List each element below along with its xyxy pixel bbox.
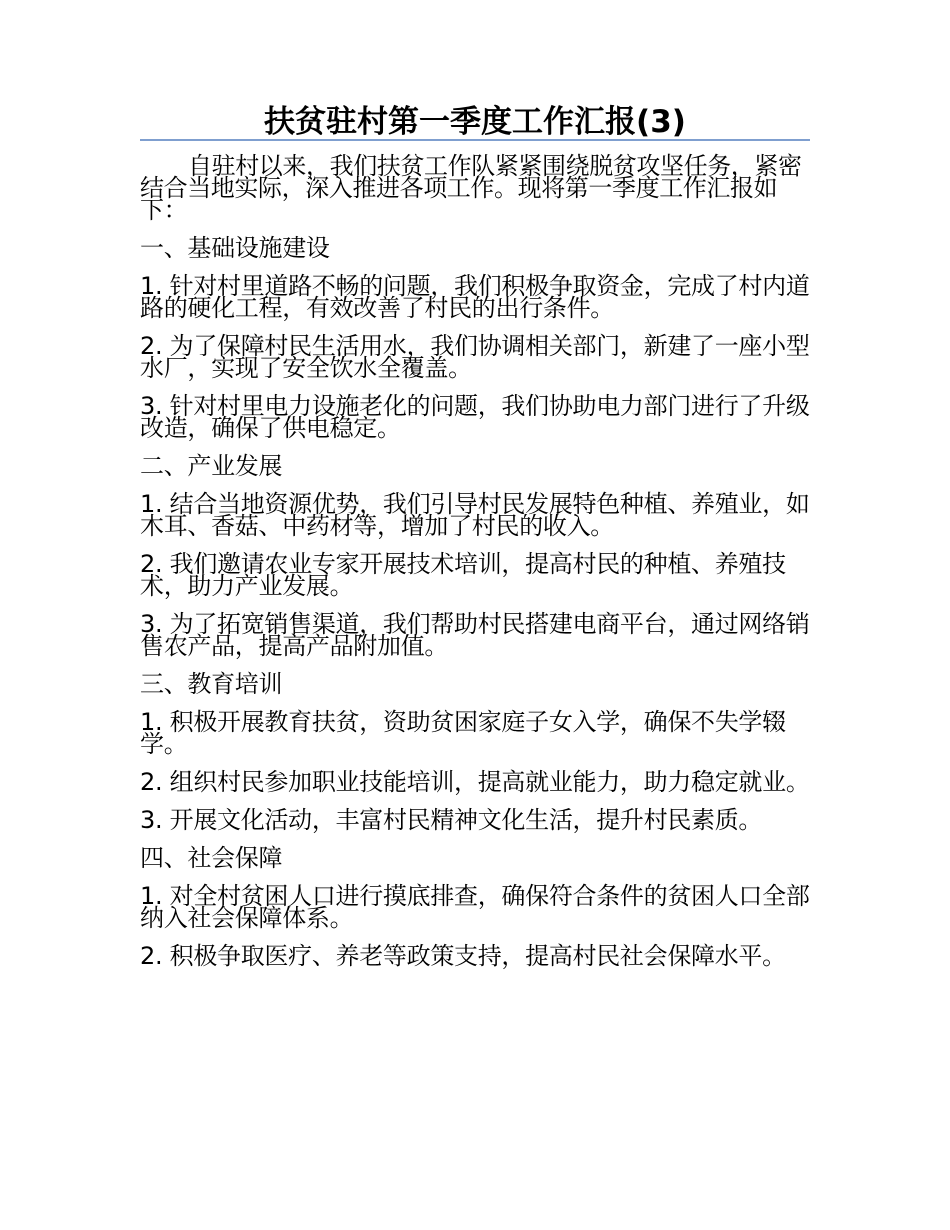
- list-item: 3. 开展文化活动，丰富村民精神文化生活，提升村民素质。: [140, 806, 763, 834]
- list-item: 1. 对全村贫困人口进行摸底排查，确保符合条件的贫困人口全部纳入社会保障体系。: [140, 882, 810, 932]
- document-title: 扶贫驻村第一季度工作汇报(3): [264, 104, 686, 140]
- list-item: 3. 为了拓宽销售渠道，我们帮助村民搭建电商平台，通过网络销售农产品，提高产品附加值。: [140, 610, 810, 660]
- title-underline: [140, 139, 810, 141]
- document-body: [140, 152, 810, 970]
- list-item: 1. 积极开展教育扶贫，资助贫困家庭子女入学，确保不失学辍学。: [140, 708, 786, 758]
- list-item: 2. 我们邀请农业专家开展技术培训，提高村民的种植、养殖技术，助力产业发展。: [140, 550, 786, 600]
- list-item: 3. 针对村里电力设施老化的问题，我们协助电力部门进行了升级改造，确保了供电稳定。: [140, 392, 810, 442]
- section-heading-social-security: 四、社会保障: [140, 844, 283, 872]
- list-item: 2. 积极争取医疗、养老等政策支持，提高村民社会保障水平。: [140, 942, 786, 970]
- list-item: 2. 为了保障村民生活用水，我们协调相关部门，新建了一座小型水厂，实现了安全饮水全覆盖。: [140, 332, 810, 382]
- section-heading-industry: 二、产业发展: [140, 452, 283, 480]
- list-item: 1. 结合当地资源优势，我们引导村民发展特色种植、养殖业，如木耳、香菇、中药材等，增加了村民的收入。: [140, 490, 810, 540]
- section-heading-infrastructure: 一、基础设施建设: [140, 234, 330, 262]
- list-item: 2. 组织村民参加职业技能培训，提高就业能力，助力稳定就业。: [140, 768, 810, 796]
- section-heading-education: 三、教育培训: [140, 670, 283, 698]
- list-item: 1. 针对村里道路不畅的问题，我们积极争取资金，完成了村内道路的硬化工程，有效改善了村民的出行条件。: [140, 272, 810, 322]
- intro-paragraph: 自驻村以来，我们扶贫工作队紧紧围绕脱贫攻坚任务，紧密结合当地实际，深入推进各项工作。现将第一季度工作汇报如下：: [140, 152, 802, 224]
